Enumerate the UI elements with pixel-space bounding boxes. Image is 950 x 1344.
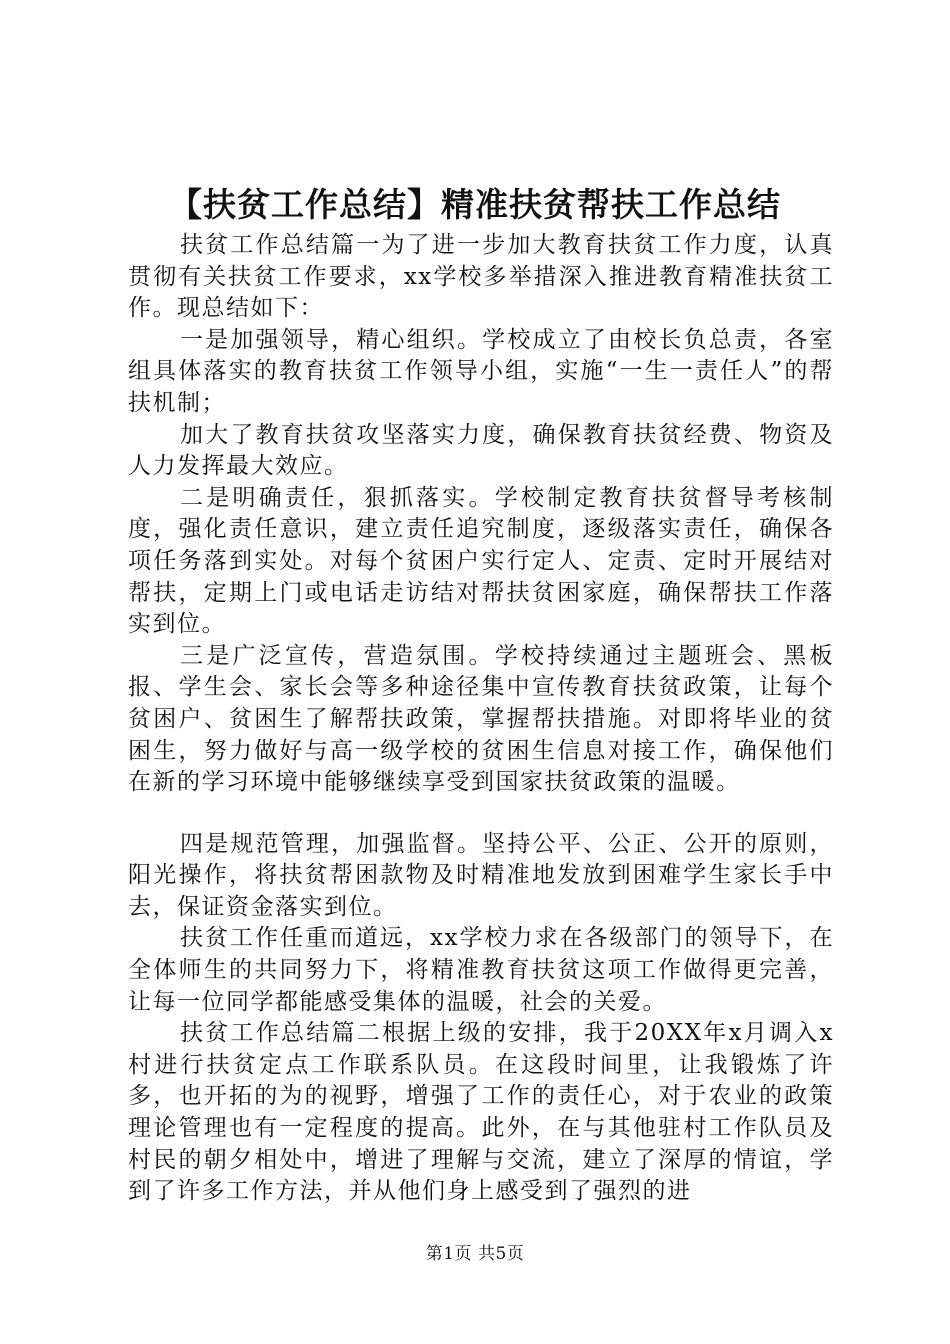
paragraph-point-2: 二是明确责任，狠抓落实。学校制定教育扶贫督导考核制度，强化责任意识，建立责任追究制度，逐级落实责任，确保各项任务落到实处。对每个贫困户实行定人、定责、定时开展结对帮扶，定期上门或电话走访结对帮扶贫困家庭，确保帮扶工作落实到位。: [128, 484, 834, 638]
paragraph-conclusion: 扶贫工作任重而道远，xx学校力求在各级部门的领导下，在全体师生的共同努力下，将精准教育扶贫这项工作做得更完善，让每一位同学都能感受集体的温暖，社会的关爱。: [128, 925, 834, 1015]
paragraph-point-3: 三是广泛宣传，营造氛围。学校持续通过主题班会、黑板报、学生会、家长会等多种途径集中宣传教育扶贫政策，让每个贫困户、贫困生了解帮扶政策，掌握帮扶措施。对即将毕业的贫困生，努力做好与高一级学校的贫困生信息对接工作，确保他们在新的学习环境中能够继续享受到国家扶贫政策的温暖。: [128, 642, 834, 796]
paragraph-point-4: 四是规范管理，加强监督。坚持公平、公正、公开的原则，阳光操作，将扶贫帮困款物及时精准地发放到困难学生家长手中去，保证资金落实到位。: [128, 830, 834, 920]
paragraph-point-1: 一是加强领导，精心组织。学校成立了由校长负总责，各室组具体落实的教育扶贫工作领导小组，实施“一生一责任人”的帮扶机制；: [128, 326, 834, 416]
paragraph-part-two: 扶贫工作总结篇二根据上级的安排，我于20XX年x月调入x村进行扶贫定点工作联系队员。在这段时间里，让我锻炼了许多，也开拓的为的视野，增强了工作的责任心，对于农业的政策理论管理也有一定程度的提高。此外，在与其他驻村工作队员及村民的朝夕相处中，增进了理解与交流，建立了深厚的情谊，学到了许多工作方法，并从他们身上感受到了强烈的进: [128, 1020, 834, 1205]
page-number: 第1页 共5页: [425, 1244, 525, 1264]
paragraph-intro: 扶贫工作总结篇一为了进一步加大教育扶贫工作力度，认真贯彻有关扶贫工作要求，xx学校多举措深入推进教育精准扶贫工作。现总结如下：: [128, 232, 834, 322]
paragraph-point-1-cont: 加大了教育扶贫攻坚落实力度，确保教育扶贫经费、物资及人力发挥最大效应。: [128, 421, 834, 480]
document-title: 【扶贫工作总结】精准扶贫帮扶工作总结: [169, 185, 781, 224]
document-body: [128, 230, 834, 1208]
